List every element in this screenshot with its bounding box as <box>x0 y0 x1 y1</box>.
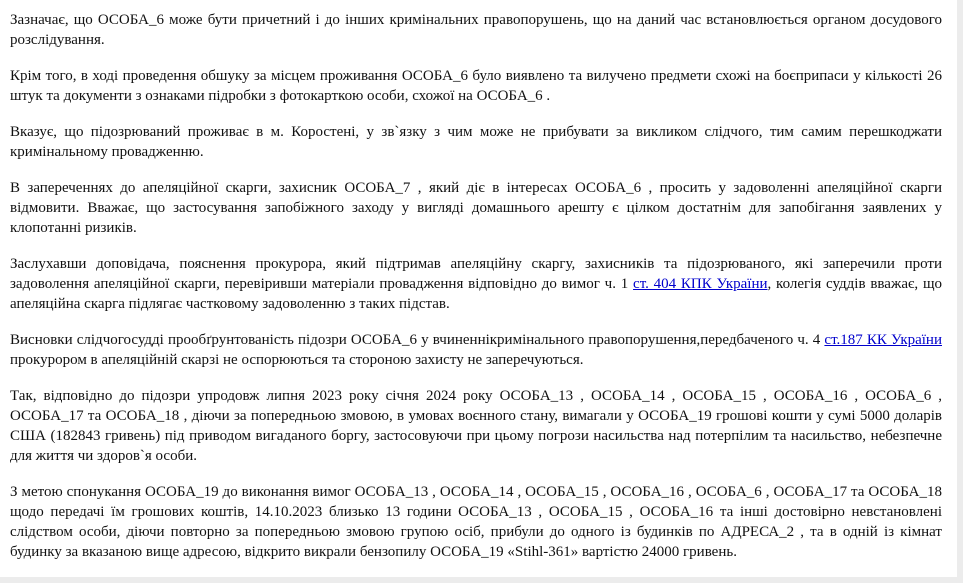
paragraph-search-results: Крім того, в ході проведення обшуку за місцем проживання ОСОБА_6 було виявлено та вилучено предмети схожі на боєприпаси у кількості 26 штук та документи з ознаками підробки з фотокарткою особи, схожої на ОСОБА_6 . <box>10 68 942 104</box>
paragraph-defense-objections: В запереченнях до апеляційної скарги, захисник ОСОБА_7 , який діє в інтересах ОСОБА_6 , просить у задоволенні апеляційної скарги відмовити. Вважає, що застосування запобіжного заходу у вигляді домашнього арешту є цілком достатнім для запобігання заявлених у клопотанні ризиків. <box>10 180 942 236</box>
paragraph-court-review <box>10 254 942 314</box>
paragraph-residence: Вказує, що підозрюваний проживає в м. Коростені, у зв`язку з чим може не прибувати за викликом слідчого, тим самим перешкоджати кримінальному провадженню. <box>10 124 942 160</box>
paragraph-court-review-tail: , колегія суддів вважає, що апеляційна скарга підлягає частковому задоволенню з таких підстав. <box>10 276 943 312</box>
paragraph-court-review-text: Заслухавши доповідача, пояснення прокурора, який підтримав апеляційну скаргу, захисників та підозрюваного, які заперечили проти задоволення апеляційної скарги, перевіривши матеріали провадження відповідно до вимог ч. 1 <box>10 256 942 292</box>
paragraph-suspicion-validity-tail: прокурором в апеляційній скарзі не оспорюються та стороною захисту не заперечуються. <box>10 352 584 368</box>
paragraph-extortion: Так, відповідно до підозри упродовж липня 2023 року січня 2024 року ОСОБА_13 , ОСОБА_14 , ОСОБА_15 , ОСОБА_16 , ОСОБА_6 , ОСОБА_17 та ОСОБА_18 , діючи за попередньою змовою, в умовах воєнного стану, вимагали у ОСОБА_19 грошові кошти у сумі 5000 доларів США (182843 гривень) під приводом вигаданого боргу, застосовуючи при цьому погрози насильства над потерпілим та насильство, небезпечне для життя чи здоров`я особи. <box>10 388 942 464</box>
paragraph-suspicion-validity-text: Висновки слідчогосудді прообґрунтованість підозри ОСОБА_6 у вчиненнікримінального правопорушення,передбаченого ч. 4 <box>10 332 825 348</box>
scrollbar-track[interactable] <box>957 0 963 583</box>
link-art-404-kpk[interactable]: ст. 404 КПК України <box>633 276 768 292</box>
link-art-187-kk[interactable]: ст.187 КК України <box>824 332 942 348</box>
bottom-frame <box>0 577 963 583</box>
paragraph-suspicion-validity <box>10 330 942 370</box>
paragraph-robbery: З метою спонукання ОСОБА_19 до виконання вимог ОСОБА_13 , ОСОБА_14 , ОСОБА_15 , ОСОБА_16 , ОСОБА_6 , ОСОБА_17 та ОСОБА_18 щодо передачі їм грошових коштів, 14.10.2023 близько 13 години ОСОБА_13 , ОСОБА_15 , ОСОБА_16 та інші достовірно невстановлені слідством особи, діючи повторно за попередньою змовою групою осіб, прибули до одного із будинків по АДРЕСА_2 , та в одній із кімнат будинку за вказаною вище адресою, відкрито викрали бензопилу ОСОБА_19 «Stihl-361» вартістю 24000 гривень. <box>10 484 942 560</box>
paragraph-other-crimes: Зазначає, що ОСОБА_6 може бути причетний і до інших кримінальних правопорушень, що на даний час встановлюється органом досудового розслідування. <box>10 12 942 48</box>
